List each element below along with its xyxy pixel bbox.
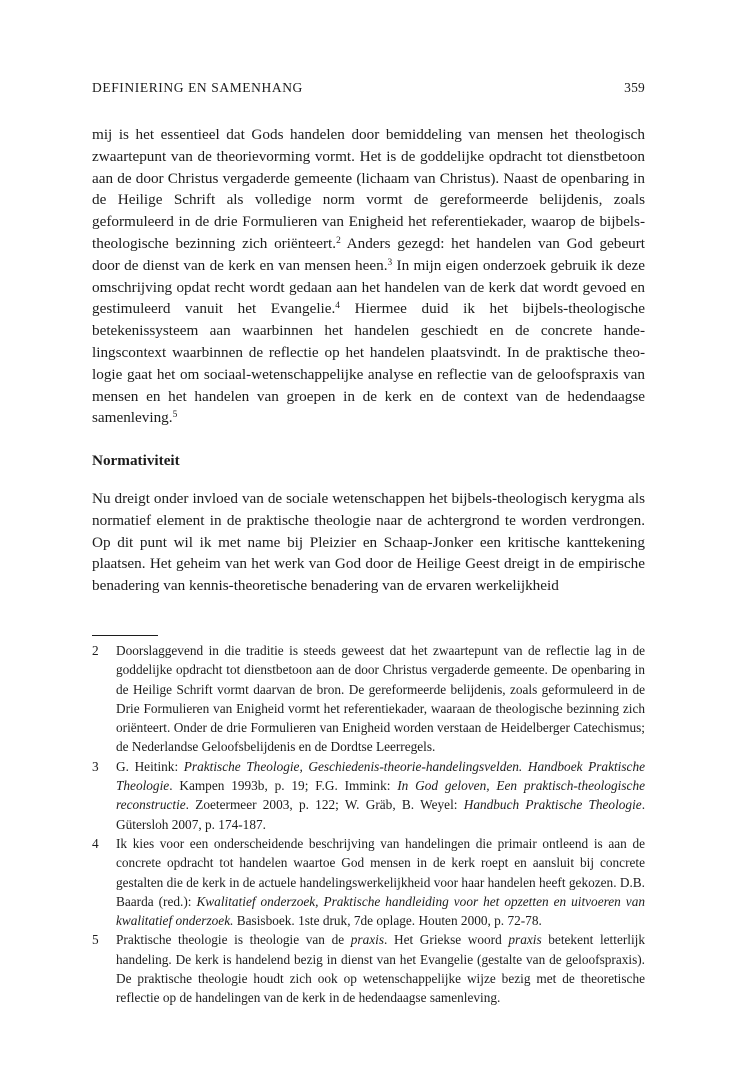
footnote-text: G. Heitink: xyxy=(116,758,184,774)
footnote-text: Ik kies voor een onderscheidende beschrijving van handelingen die primair ontleend is aan de concrete opdracht tot handelen waartoe God mensen in de kerk roept en aansluit bij concrete gestalten die de kerk in de actuele handelingswerkelijkheid voor haar handelen heeft gekozen. D.B. Baarda (red.): xyxy=(116,835,645,909)
section-heading: Normativiteit xyxy=(92,452,180,469)
footnote-number: 4 xyxy=(92,835,99,851)
footnote-text: . Het Griekse woord xyxy=(384,932,509,948)
body-paragraph-1 xyxy=(92,124,645,429)
paragraph-text: Anders gezegd: het handelen van God gebeurt door de dienst van de kerk en van mensen heen. xyxy=(92,234,645,274)
footnote-text: Doorslaggevend in die traditie is steeds geweest dat het zwaartepunt van de reflectie lag in de goddelijke opdracht tot dienstbetoon aan de door Christus vergaderde gemeente. De openbaring in de Heilige Schrift vormt daarvan de bron. De gereformeerde belijdenis, zoals geformuleerd in de Drie Formulieren van Enigheid vormt het referentiekader, waaraan de theologische bezinning zich oriënteert. Onder de drie Formulieren van Enigheid worden verstaan de Heidelberger Catechismus; de Nederlandse Geloofsbelijdenis en de Dordtse Leerregels. xyxy=(116,643,645,755)
footnote-text: Basisboek. 1ste druk, 7de oplage. Houten 2000, p. 72-78. xyxy=(233,913,542,929)
page-number: 359 xyxy=(624,80,645,95)
footnote-text: Praktische theologie is theologie van de xyxy=(116,932,351,948)
footnote-text: . Zoetermeer 2003, p. 122; W. Gräb, B. Weyel: xyxy=(185,797,464,813)
paragraph-text: Nu dreigt onder invloed van de sociale wetenschappen het bijbels-theologisch kerygma als normatief element in de praktische theologie naar de achtergrond te worden verdrongen. Op dit punt wil ik met name bij Pleizier en Schaap-Jonker een kritische kanttekening plaatsen. Het geheim van het werk van God door de Heilige Geest dreigt in de empirische benadering van kennis-theoretische benadering van de ervaren werkelijkheid xyxy=(92,490,645,595)
footnote-text: . Gütersloh 2007, p. 174-187. xyxy=(116,797,646,832)
book-title: Kwalitatief onderzoek, Praktische handleiding voor het opzetten en uitvoeren van kwalitatief onderzoek. xyxy=(116,893,645,929)
paragraph-text: In mijn eigen onderzoek gebruik ik deze omschrijving opdat recht wordt gedaan aan het handelen van de kerk dat wordt gevoed en gestimuleerd vanuit het Evangelie. xyxy=(92,256,645,318)
running-title: DEFINIERING EN SAMENHANG xyxy=(92,80,303,95)
paragraph-text: Hiermee duid ik het bijbels-theologische betekenissysteem aan waarbinnen het handelen geschiedt en de concrete handelingscontext waarbinnen de reflectie op het handelen plaatsvindt. In de praktische theologie gaat het om sociaal-wetenschappelijke analyse en reflectie van de geloofspraxis van mensen en het handelen van groepen in de kerk en de context van de hedendaagse samenleving. xyxy=(92,300,645,427)
footnote-ref-2: 2 xyxy=(336,235,341,246)
paragraph-text: mij is het essentieel dat Gods handelen door bemiddeling van mensen het theologisch zwaartepunt van de theorievorming vormt. Het is de goddelijke opdracht tot dienstbetoon aan de door Christus vergaderde gemeente (lichaam van Christus). Naast de openbaring in de Heilige Schrift als volledige norm vormt de gereformeerde belijdenis, zoals geformuleerd in de drie Formulieren van Enigheid het referentiekader, waarop de bijbels-theologische bezinning zich oriënteert. xyxy=(92,126,645,252)
book-title: In God geloven, Een praktisch-theologische reconstructie xyxy=(116,778,645,813)
footnote-3 xyxy=(92,757,645,834)
book-title: Handbuch Praktische Theologie xyxy=(463,797,642,813)
running-header xyxy=(92,80,645,100)
footnote-5 xyxy=(92,930,645,1007)
book-title: Praktische Theologie, Geschiedenis-theorie-handelingsvelden. Handboek Praktische Theologie xyxy=(116,758,645,794)
italic-term: praxis xyxy=(350,932,385,948)
footnote-text: betekent letterlijk handeling. De kerk is handelend bezig in dienst van het Evangelie (gestalte van de geloofspraxis). De praktische theologie houdt zich ook op wetenschappelijke wijze bezig met de theoretische reflectie op de handelingen van de kerk in de hedendaagse samenleving. xyxy=(116,932,646,1006)
footnote-ref-5: 5 xyxy=(172,410,178,421)
footnote-number: 5 xyxy=(92,932,99,948)
italic-term: praxis xyxy=(508,932,542,948)
footnote-number: 3 xyxy=(92,758,99,774)
footnotes xyxy=(92,641,645,1008)
footnote-ref-3: 3 xyxy=(387,257,393,268)
footnote-separator xyxy=(92,635,158,636)
footnote-2 xyxy=(92,641,645,757)
footnote-text: . Kampen 1993b, p. 19; F.G. Immink: xyxy=(169,778,398,794)
footnote-ref-4: 4 xyxy=(335,301,340,312)
footnote-4 xyxy=(92,834,645,930)
body-paragraph-2 xyxy=(92,488,645,597)
footnote-number: 2 xyxy=(92,643,99,658)
